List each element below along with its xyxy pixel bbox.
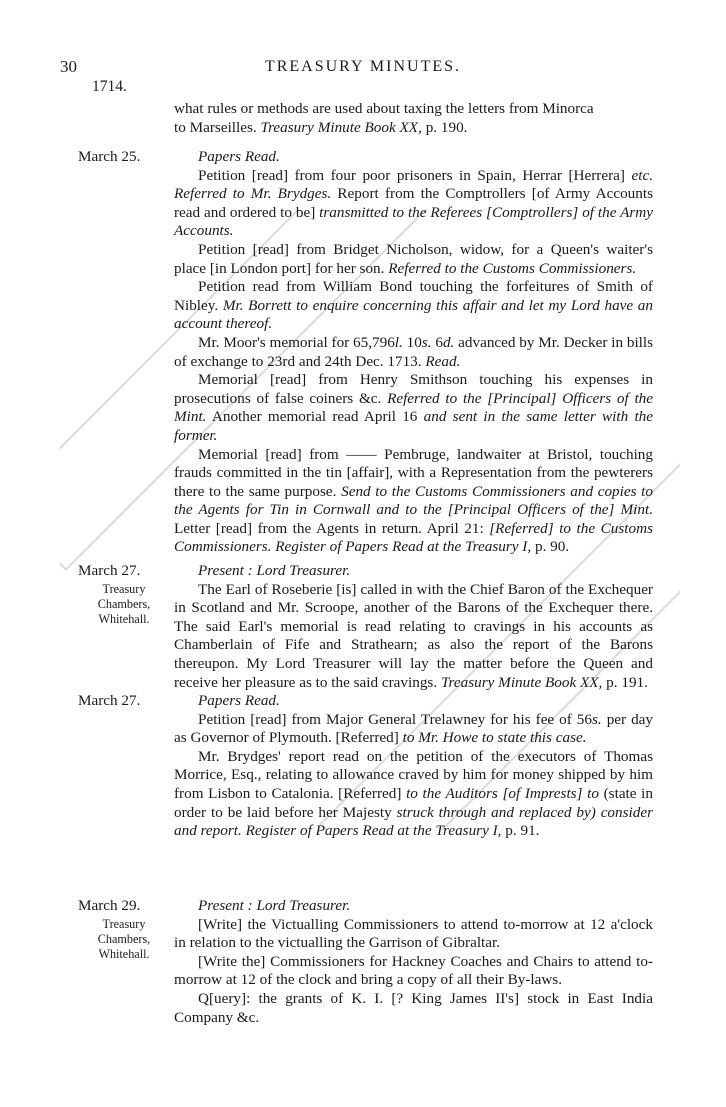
entry-date: March 25. bbox=[78, 148, 141, 165]
entry-body bbox=[174, 897, 653, 1027]
entry-body bbox=[174, 692, 653, 841]
entry-paragraph: Petition [read] from Major General Trelawney for his fee of 56s. per day as Governor of Plymouth. [Referred] to Mr. Howe to state this case. bbox=[174, 710, 653, 747]
place-line: Treasury bbox=[102, 582, 146, 596]
entry-paragraph: Petition [read] from four poor prisoners in Spain, Herrar [Herrera] etc. Referred to Mr. Brydges. Report from the Comptrollers [of Army Accounts read and ordered to be] transmitted to the Referees [Comptrollers] of the Army Accounts. bbox=[174, 166, 653, 240]
entry-paragraph: Mr. Moor's memorial for 65,796l. 10s. 6d. advanced by Mr. Decker in bills of exchange to 23rd and 24th Dec. 1713. Read. bbox=[174, 333, 654, 370]
place-line: Whitehall. bbox=[98, 611, 150, 626]
entry-paragraph: [Write the] Commissioners for Hackney Coaches and Chairs to attend to-morrow at 12 of the clock and bring a copy of all their By-laws. bbox=[174, 952, 653, 989]
entry-date: March 27. bbox=[78, 692, 141, 709]
entry-paragraph: Petition read from William Bond touching the forfeitures of Smith of Nibley. Mr. Borrett to enquire concerning this affair and let my Lord have an account thereof. bbox=[174, 278, 653, 333]
entry-paragraph: The Earl of Roseberie [is] called in with the Chief Baron of the Exchequer in Scotland and Mr. Scroope, another of the Barons of the Exchequer there. The said Earl's memorial is read relating to cravings in his accounts as Chamberlain of Fife and Strathearn; as also the report of the Barons thereupon. My Lord Treasurer will lay the matter before the Queen and receive her pleasure as to the said cravings. Treasury Minute Book XX, p. 191. bbox=[174, 580, 653, 691]
entry-body bbox=[174, 562, 653, 692]
entry-heading: Present : Lord Treasurer. bbox=[198, 897, 351, 914]
place-line: Treasury bbox=[102, 917, 146, 931]
place-line: Chambers, bbox=[97, 931, 151, 946]
page-title: TREASURY MINUTES. bbox=[264, 58, 462, 75]
entry-date: March 27. bbox=[78, 562, 141, 579]
entry-heading: Papers Read. bbox=[198, 148, 280, 165]
place-line: Whitehall. bbox=[98, 946, 150, 961]
entry-paragraph: Mr. Brydges' report read on the petition of the executors of Thomas Morrice, Esq., relating to allowance craved by him for money shipped by him from Lisbon to Catalonia. [Referred] to the Auditors [of Imprests] to (state in order to be laid before her Majesty struck through and replaced by) consider and report. Register of Papers Read at the Treasury I, p. 91. bbox=[174, 747, 653, 840]
entry-date: March 29. bbox=[78, 897, 141, 914]
entry-paragraph: [Write] the Victualling Commissioners to attend to-morrow at 12 a'clock in relation to the victualling the Garrison of Gibraltar. bbox=[174, 915, 653, 952]
entry-paragraph: Petition [read] from Bridget Nicholson, widow, for a Queen's waiter's place [in London port] for her son. Referred to the Customs Commissioners. bbox=[174, 240, 653, 277]
continuation-line1: what rules or methods are used about taxing the letters from Minorca bbox=[174, 100, 594, 117]
entry-body bbox=[174, 148, 653, 557]
year-label: 1714. bbox=[92, 78, 127, 95]
continuation-line2: to Marseilles. Treasury Minute Book XX, p. 190. bbox=[174, 118, 468, 136]
entry-place bbox=[78, 917, 170, 961]
place-line: Chambers, bbox=[97, 596, 151, 611]
page-number: 30 bbox=[60, 57, 77, 76]
entry-heading: Present : Lord Treasurer. bbox=[198, 562, 351, 579]
entry-paragraph: Memorial [read] from —— Pembruge, landwaiter at Bristol, touching frauds committed in the tin [affair], with a Representation from the pewterers there to the same purpose. Send to the Customs Commissioners and copies to the Agents for Tin in Cornwall and to the [Principal Officers of the] Mint. Letter [read] from the Agents in return. April 21: [Referred] to the Customs Commissioners. Register of Papers Read at the Treasury I, p. 90. bbox=[174, 445, 653, 556]
entry-paragraph: Q[uery]: the grants of K. I. [? King James II's] stock in East India Company &c. bbox=[174, 989, 653, 1026]
entry-place bbox=[78, 582, 170, 626]
entry-heading: Papers Read. bbox=[198, 692, 280, 709]
entry-paragraph: Memorial [read] from Henry Smithson touching his expenses in prosecutions of false coiners &c. Referred to the [Principal] Officers of the Mint. Another memorial read April 16 and sent in the same letter with the former. bbox=[174, 371, 653, 444]
